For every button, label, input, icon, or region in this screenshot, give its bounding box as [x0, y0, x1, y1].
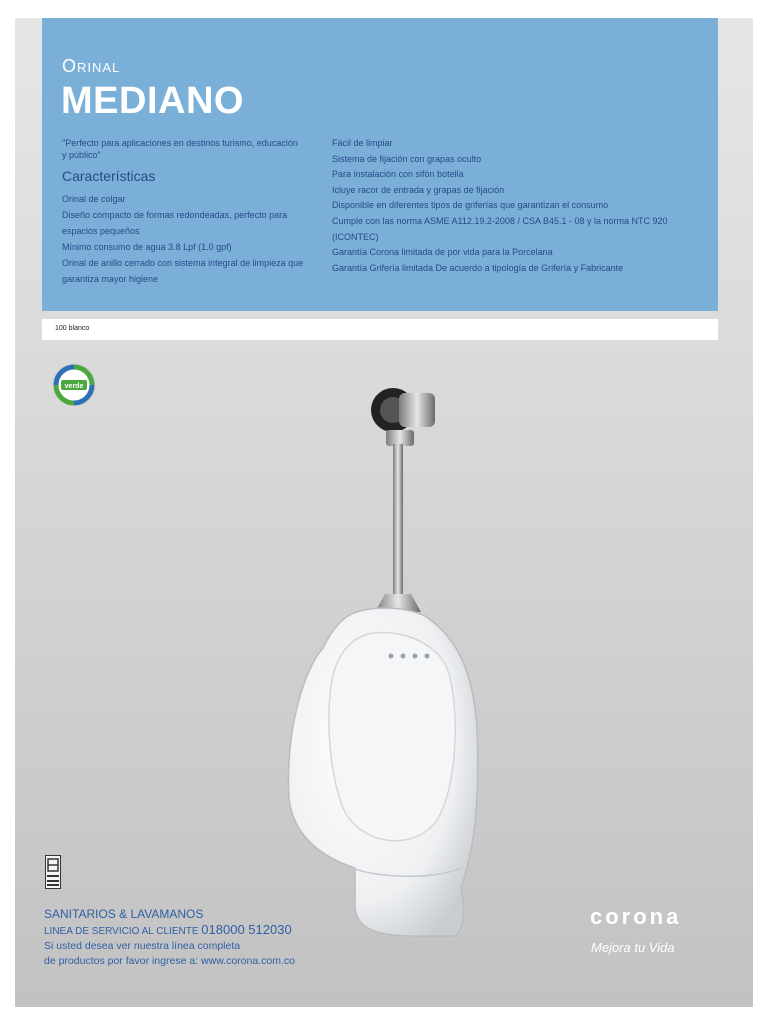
urinal-product-image	[265, 368, 495, 943]
recycle-leaf-icon	[52, 363, 96, 407]
product-subtitle: Orinal	[62, 56, 121, 76]
spec-sheet	[15, 18, 753, 1007]
customer-service-line	[44, 922, 292, 937]
brand-slogan: Mejora tu Vida	[591, 940, 675, 955]
feature-item: Diseño compacto de formas redondeadas, perfecto para espacios pequeños	[62, 210, 288, 236]
features-list-right	[332, 136, 672, 276]
feature-item: Cumple con las norma ASME A112.19.2-2008 / CSA B45.1 - 08 y la norma NTC 920 (ICONTEC)	[332, 215, 668, 242]
feature-item: Disponible en diferentes tipos de griferías que garantizan el consumo	[332, 200, 609, 211]
color-option-label: 100 blanco	[55, 325, 90, 332]
features-heading: Características	[62, 168, 156, 184]
color-option-bar	[42, 319, 718, 340]
certification-seal-icon	[45, 855, 61, 889]
footer-text-line-2: de productos por favor ingrese a: www.corona.com.co	[44, 955, 295, 967]
feature-item: Para instalación con sifón botella	[332, 169, 464, 180]
feature-item: Sistema de fijación con grapas oculto	[332, 153, 482, 164]
header-panel	[42, 18, 718, 311]
feature-item: Mínimo consumo de agua 3.8 Lpf (1.0 gpf)	[62, 242, 232, 252]
service-label: LINEA DE SERVICIO AL CLIENTE	[44, 926, 199, 937]
feature-item: Garantía Grifería limitada De acuerdo a tipología de Grifería y Fabricante	[332, 262, 624, 273]
feature-item: Icluye racor de entrada y grapas de fijación	[332, 184, 505, 195]
product-tagline: "Perfecto para aplicaciones en destinos turismo, educación y público"	[62, 138, 298, 160]
feature-item: Fácil de limpiar	[332, 138, 393, 148]
footer-text-line-1: Si usted desea ver nuestra línea completa	[44, 940, 241, 952]
product-title: MEDIANO	[61, 80, 244, 122]
footer-category: SANITARIOS & LAVAMANOS	[44, 907, 204, 921]
features-list-left	[62, 191, 317, 287]
feature-item: Orinal de colgar	[62, 194, 126, 204]
feature-item: Garantía Corona limitada de por vida para la Porcelana	[332, 247, 553, 258]
service-phone: 018000 512030	[201, 922, 292, 937]
brand-logo: corona	[590, 904, 682, 929]
badge-label: verde	[64, 383, 84, 390]
feature-item: Orinal de anillo cerrado con sistema integral de limpieza que garantiza mayor higiene	[62, 258, 304, 284]
